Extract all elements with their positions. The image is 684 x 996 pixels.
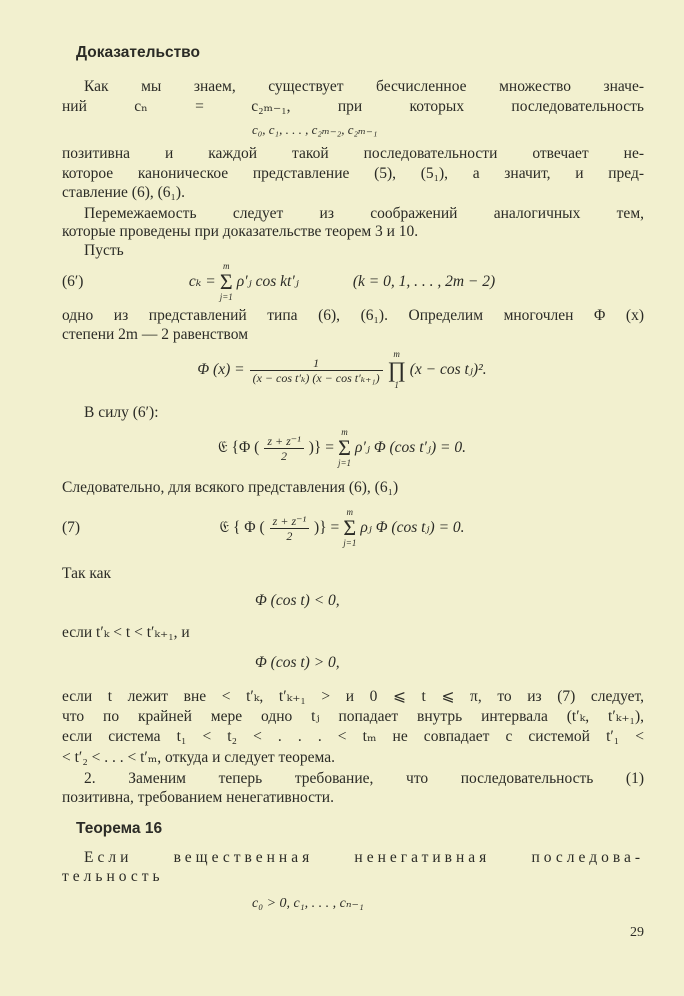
denominator: 2 xyxy=(286,528,293,543)
sum-lower: j=1 xyxy=(219,292,233,302)
eq-lhs-close: )} = xyxy=(314,519,340,536)
prod-sign: ∏ xyxy=(387,357,406,382)
equation-phi xyxy=(0,350,684,390)
paragraph-line: Если вещественная ненегативная последова- xyxy=(84,849,644,866)
equation-7 xyxy=(0,508,684,548)
sum-lower: j=1 xyxy=(337,458,352,468)
numerator: 1 xyxy=(250,356,383,371)
paragraph-line: Перемежаемость следует из соображений аналогичных тем, xyxy=(84,205,644,222)
equation-6prime xyxy=(0,262,684,302)
theorem-heading: Теорема 16 xyxy=(76,820,163,837)
paragraph-line: позитивна, требованием ненегативности. xyxy=(62,789,334,806)
sum xyxy=(220,262,233,302)
fraction xyxy=(270,514,309,543)
equation-label: (6′) xyxy=(62,273,84,290)
paragraph-line: тельность xyxy=(62,868,164,885)
fraction xyxy=(264,434,303,463)
operator-e: 𝔈 xyxy=(219,519,229,536)
sum-upper: m xyxy=(341,427,348,437)
paragraph-line: степени 2m — 2 равенством xyxy=(62,326,249,343)
eq-lhs-open: { Φ ( xyxy=(232,519,265,536)
denominator: 2 xyxy=(281,448,288,463)
denominator: (x − cos t′ₖ) (x − cos t′ₖ₊₁) xyxy=(252,370,380,385)
paragraph-line: 2. Заменим теперь требование, что последовательность (1) xyxy=(84,770,644,787)
sum-sign: Σ xyxy=(338,435,351,460)
paragraph-line: Пусть xyxy=(84,242,124,259)
sum xyxy=(343,508,356,548)
eq-lhs: cₖ = xyxy=(188,273,216,290)
equation-label: (7) xyxy=(62,519,81,536)
equation-expectation xyxy=(0,428,684,468)
eq-body: (x − cos tⱼ)². xyxy=(409,361,487,378)
formula-last-sequence: c₀ > 0, c₁, . . . , cₙ₋₁ xyxy=(252,896,364,911)
paragraph-line: Следовательно, для всякого представления (6), (6₁) xyxy=(62,479,399,496)
sum-sign: Σ xyxy=(219,269,233,294)
sum-upper: m xyxy=(223,261,230,271)
formula-sequence: c₀, c₁, . . . , c₂ₘ₋₂, c₂ₘ₋₁ xyxy=(252,122,378,137)
paragraph-line: которые проведены при доказательстве теорем 3 и 10. xyxy=(62,223,419,240)
heading-proof: Доказательство xyxy=(76,44,200,61)
sum-sign: Σ xyxy=(343,515,357,540)
eq-body: ρ′ⱼ cos kt′ⱼ xyxy=(236,273,299,290)
paragraph-line: позитивна и каждой такой последовательности отвечает не- xyxy=(62,145,644,162)
paragraph-line: одно из представлений типа (6), (6₁). Определим многочлен Φ (x) xyxy=(62,307,644,324)
sum-lower: j=1 xyxy=(343,538,357,548)
paragraph-line: если t лежит вне < t′ₖ, t′ₖ₊₁ > и 0 ⩽ t ⩽ π, то из (7) следует, xyxy=(62,688,644,705)
inequality-negative: Φ (cos t) < 0, xyxy=(255,592,340,609)
sum-upper: m xyxy=(346,507,354,517)
page-number: 29 xyxy=(630,925,644,940)
paragraph-line: ставление (6), (6₁). xyxy=(62,184,185,201)
paragraph-line: которое каноническое представление (5), (5₁), а значит, и пред- xyxy=(62,165,644,182)
eq-body: ρ′ⱼ Φ (cos t′ⱼ) = 0. xyxy=(355,439,466,456)
eq-lhs: Φ (x) = xyxy=(197,361,245,378)
operator-e: 𝔈 xyxy=(218,439,228,456)
fraction xyxy=(250,356,383,385)
sum xyxy=(338,428,351,468)
prod-upper: m xyxy=(393,349,400,359)
paragraph-line: ний cₙ = c₂ₘ₋₁, при которых последовательность xyxy=(62,98,644,115)
numerator: z + z⁻¹ xyxy=(264,434,303,449)
paragraph-line: В силу (6′): xyxy=(84,404,159,421)
numerator: z + z⁻¹ xyxy=(270,514,309,529)
paragraph-line: что по крайней мере одно tⱼ попадает внутрь интервала (t′ₖ, t′ₖ₊₁), xyxy=(62,708,644,725)
product xyxy=(388,350,406,390)
eq-lhs-close: )} = xyxy=(308,439,334,456)
paragraph-line: Как мы знаем, существует бесчисленное множество значе- xyxy=(84,78,644,95)
eq-body: ρⱼ Φ (cos tⱼ) = 0. xyxy=(360,519,465,536)
eq-lhs-open: {Φ ( xyxy=(231,439,260,456)
paragraph-line: Так как xyxy=(62,565,112,582)
paragraph-line: < t′₂ < . . . < t′ₘ, откуда и следует теорема. xyxy=(62,749,335,766)
paragraph-line: если система t₁ < t₂ < . . . < tₘ не совпадает с системой t′₁ < xyxy=(62,728,644,745)
prod-lower: 1 xyxy=(394,380,399,390)
eq-condition: (k = 0, 1, . . . , 2m − 2) xyxy=(352,273,496,290)
inequality-positive: Φ (cos t) > 0, xyxy=(255,654,340,671)
paragraph-line: если t′ₖ < t < t′ₖ₊₁, и xyxy=(62,624,190,641)
